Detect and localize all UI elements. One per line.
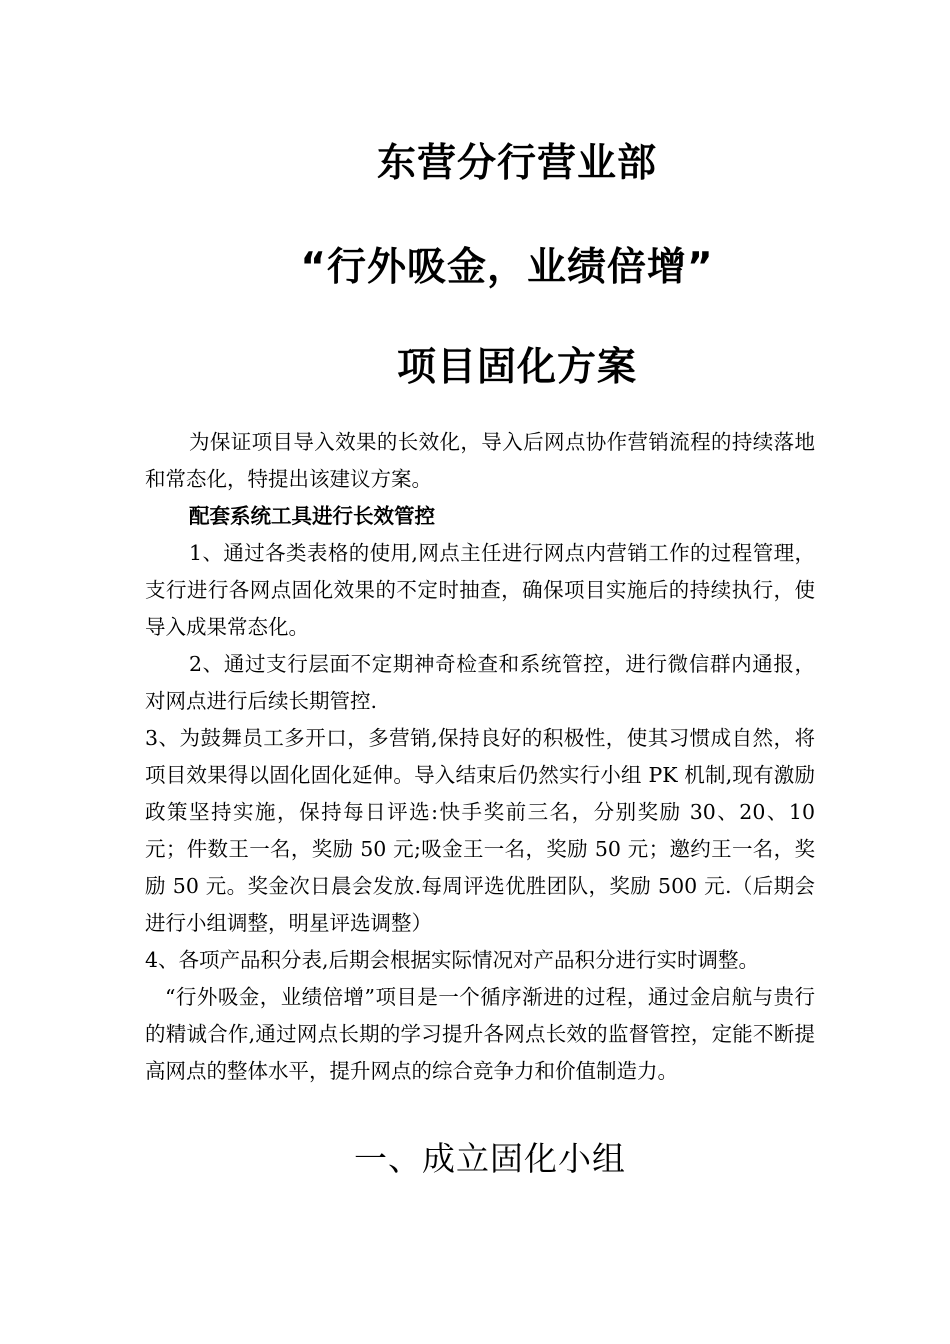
item-2-paragraph: 2、通过支行层面不定期神奇检查和系统管控，进行微信群内通报，对网点进行后续长期管控. — [145, 652, 815, 713]
item-3-paragraph: 3、为鼓舞员工多开口，多营销,保持良好的积极性，使其习惯成自然，将项目效果得以固化固化延伸。导入结束后仍然实行小组 PK 机制,现有激励政策坚持实施，保持每日评选:快手奖前三名，分别奖励 30、20、10 元；件数王一名，奖励 50 元;吸金王一名，奖励 50 元；邀约王一名，奖励 50 元。奖金次日晨会发放.每周评选优胜团队，奖励 500 元.（后期会进行小组调整，明星评选调整） — [145, 726, 815, 935]
subheading: 配套系统工具进行长效管控 — [189, 504, 435, 528]
title-line-1: 东营分行营业部 — [376, 141, 657, 186]
item-1-paragraph: 1、通过各类表格的使用,网点主任进行网点内营销工作的过程管理，支行进行各网点固化效果的不定时抽查，确保项目实施后的持续执行，使导入成果常态化。 — [145, 541, 815, 639]
title-line-2: “行外吸金，业绩倍增” — [300, 245, 714, 290]
conclusion-paragraph: “行外吸金，业绩倍增”项目是一个循序渐进的过程，通过金启航与贵行的精诚合作,通过网点长期的学习提升各网点长效的监督管控，定能不断提高网点的整体水平，提升网点的综合竞争力和价值制造力。 — [145, 985, 815, 1083]
intro-paragraph: 为保证项目导入效果的长效化，导入后网点协作营销流程的持续落地和常态化，特提出该建议方案。 — [145, 430, 815, 491]
document-body — [145, 424, 815, 1090]
title-line-3: 项目固化方案 — [396, 345, 637, 390]
item-4-paragraph: 4、各项产品积分表,后期会根据实际情况对产品积分进行实时调整。 — [145, 948, 760, 972]
section-heading: 一、成立固化小组 — [354, 1139, 626, 1178]
